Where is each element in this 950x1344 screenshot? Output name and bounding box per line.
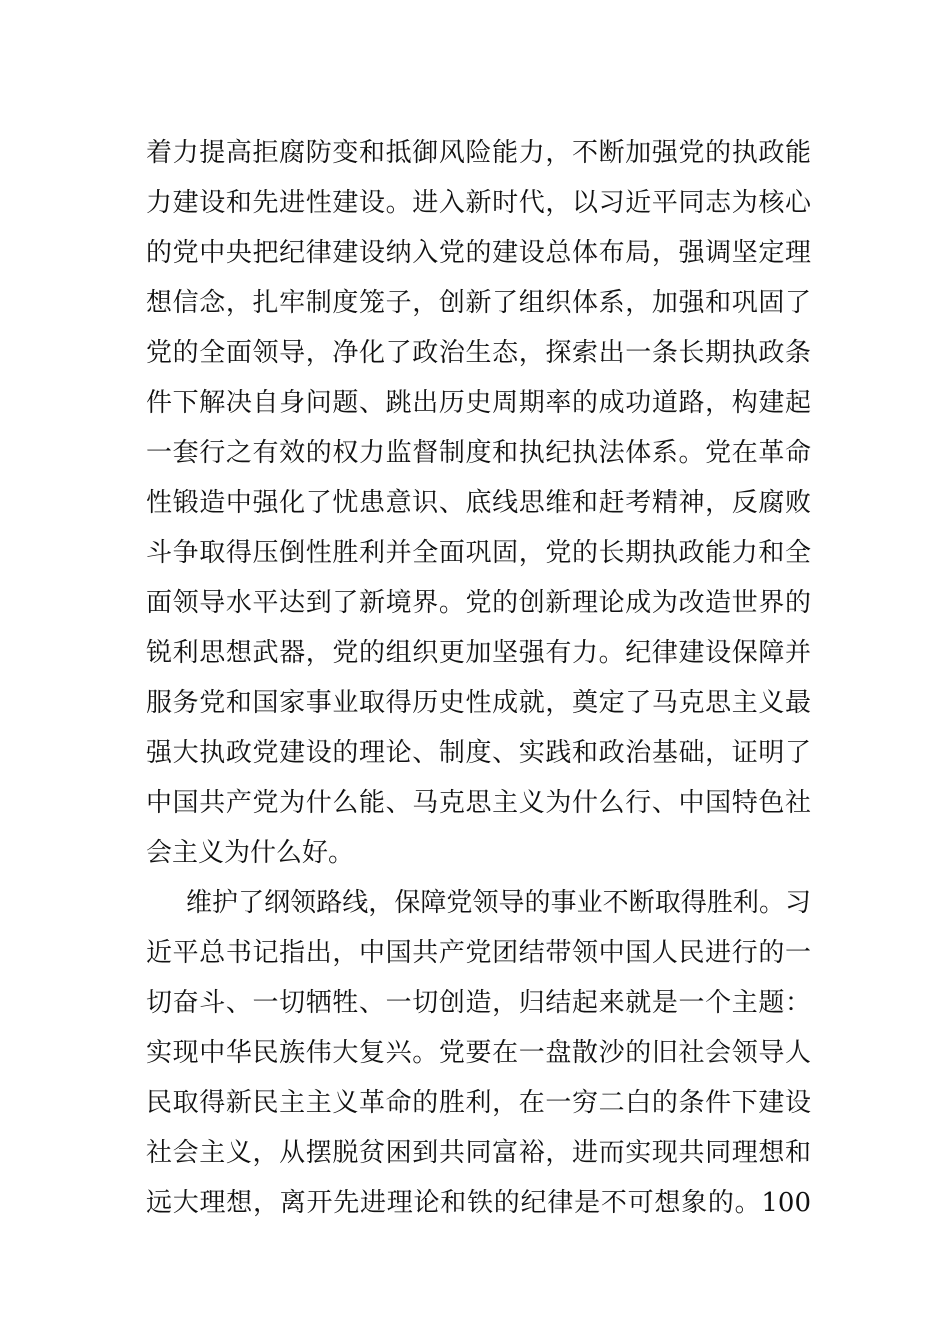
text-line: 会主义为什么好。: [146, 838, 355, 868]
text-line: 服务党和国家事业取得历史性成就，奠定了马克思主义最: [146, 688, 811, 718]
text-line: 件下解决自身问题、跳出历史周期率的成功道路，构建起: [146, 388, 811, 418]
paragraph-start-line: 维护了纲领路线，保障党领导的事业不断取得胜利。习: [186, 888, 811, 918]
body-text: [146, 128, 811, 1228]
text-line: 切奋斗、一切牺牲、一切创造，归结起来就是一个主题：: [146, 988, 811, 1018]
text-line: 实现中华民族伟大复兴。党要在一盘散沙的旧社会领导人: [146, 1038, 811, 1068]
text-line: 近平总书记指出，中国共产党团结带领中国人民进行的一: [146, 938, 811, 968]
text-line: 力建设和先进性建设。进入新时代，以习近平同志为核心: [146, 188, 811, 218]
text-line: 着力提高拒腐防变和抵御风险能力，不断加强党的执政能: [146, 138, 811, 168]
text-line: 民取得新民主主义革命的胜利，在一穷二白的条件下建设: [146, 1088, 811, 1118]
text-line: 性锻造中强化了忧患意识、底线思维和赶考精神，反腐败: [146, 488, 811, 518]
text-line: 面领导水平达到了新境界。党的创新理论成为改造世界的: [146, 588, 811, 618]
text-line: 的党中央把纪律建设纳入党的建设总体布局，强调坚定理: [146, 238, 811, 268]
text-line: 社会主义，从摆脱贫困到共同富裕，进而实现共同理想和: [146, 1138, 811, 1168]
text-line: 一套行之有效的权力监督制度和执纪执法体系。党在革命: [146, 438, 811, 468]
text-line: 想信念，扎牢制度笼子，创新了组织体系，加强和巩固了: [146, 288, 811, 318]
text-line: 远大理想，离开先进理论和铁的纪律是不可想象的。100: [146, 1188, 811, 1218]
text-line: 锐利思想武器，党的组织更加坚强有力。纪律建设保障并: [146, 638, 811, 668]
text-line: 强大执政党建设的理论、制度、实践和政治基础，证明了: [146, 738, 811, 768]
text-line: 中国共产党为什么能、马克思主义为什么行、中国特色社: [146, 788, 811, 818]
text-line: 斗争取得压倒性胜利并全面巩固，党的长期执政能力和全: [146, 538, 811, 568]
text-line: 党的全面领导，净化了政治生态，探索出一条长期执政条: [146, 338, 811, 368]
